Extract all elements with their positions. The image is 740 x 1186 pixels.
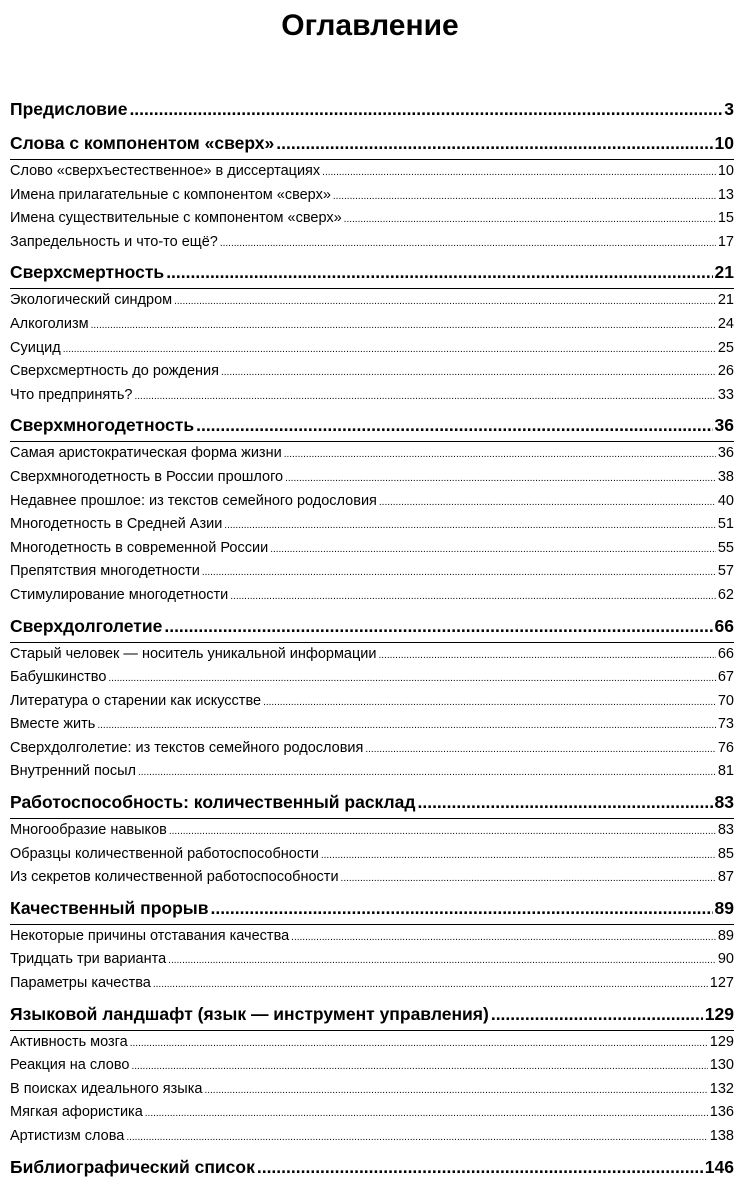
section-entry-page-number: 55 bbox=[717, 539, 734, 556]
chapter-entry[interactable] bbox=[10, 999, 734, 1030]
dot-leader bbox=[344, 208, 716, 232]
dot-leader bbox=[131, 1055, 707, 1079]
dot-leader bbox=[204, 1079, 707, 1103]
dot-leader bbox=[153, 973, 708, 997]
section-entry-page-number: 66 bbox=[717, 645, 734, 662]
dot-leader bbox=[333, 185, 716, 209]
section-entry[interactable] bbox=[10, 690, 734, 714]
section-entry[interactable] bbox=[10, 948, 734, 972]
chapter-entry-page-number: 10 bbox=[714, 133, 734, 153]
dot-leader bbox=[91, 314, 716, 338]
dot-leader bbox=[130, 1032, 708, 1056]
toc-chapter bbox=[10, 611, 734, 785]
section-entry[interactable] bbox=[10, 584, 734, 608]
chapter-entry[interactable] bbox=[10, 787, 734, 818]
dot-leader bbox=[379, 644, 716, 668]
section-entry-title: Тридцать три варианта bbox=[10, 951, 167, 968]
section-entry-title: Препятствия многодетности bbox=[10, 563, 200, 580]
section-entry-title: Внутренний посыл bbox=[10, 763, 136, 780]
dot-leader bbox=[196, 410, 712, 441]
toc-chapter bbox=[10, 94, 734, 125]
dot-leader bbox=[63, 338, 716, 362]
section-entry[interactable] bbox=[10, 360, 734, 384]
dot-leader bbox=[138, 761, 716, 785]
toc-chapter bbox=[10, 893, 734, 996]
section-entry-title: Слово «сверхъестественное» в диссертациях bbox=[10, 163, 321, 179]
section-entry[interactable] bbox=[10, 184, 734, 208]
section-entry-page-number: 129 bbox=[709, 1033, 734, 1050]
section-entry-title: Экологический синдром bbox=[10, 292, 173, 309]
chapter-entry-title: Слова с компонентом «сверх» bbox=[10, 133, 275, 153]
dot-leader bbox=[221, 361, 716, 385]
section-entry-page-number: 40 bbox=[717, 492, 734, 509]
dot-leader bbox=[491, 999, 703, 1030]
section-entry-page-number: 24 bbox=[717, 315, 734, 332]
section-entry-title: Параметры качества bbox=[10, 975, 151, 992]
toc-chapter bbox=[10, 999, 734, 1149]
section-entry[interactable] bbox=[10, 490, 734, 514]
chapter-entry-page-number: 21 bbox=[714, 262, 734, 283]
section-entry-page-number: 130 bbox=[709, 1057, 734, 1074]
section-entry[interactable] bbox=[10, 466, 734, 490]
section-entry-page-number: 70 bbox=[717, 692, 734, 709]
section-entry[interactable] bbox=[10, 384, 734, 408]
section-entry[interactable] bbox=[10, 972, 734, 996]
dot-leader bbox=[365, 738, 715, 762]
chapter-entry-title: Сверхдолголетие bbox=[10, 615, 163, 636]
dot-leader bbox=[174, 290, 716, 314]
chapter-entry-title: Качественный прорыв bbox=[10, 897, 209, 918]
dot-leader bbox=[285, 467, 716, 491]
section-entry[interactable] bbox=[10, 231, 734, 255]
section-entry-title: Самая аристократическая форма жизни bbox=[10, 445, 282, 462]
chapter-entry-page-number: 89 bbox=[714, 897, 734, 918]
chapter-entry-page-number: 66 bbox=[714, 615, 734, 636]
section-entry-title: Мягкая афористика bbox=[10, 1104, 143, 1121]
dot-leader bbox=[135, 385, 716, 409]
section-entry-page-number: 13 bbox=[717, 186, 734, 203]
toc-chapter bbox=[10, 410, 734, 607]
section-entry-title: В поисках идеального языка bbox=[10, 1080, 203, 1097]
section-entry-page-number: 73 bbox=[717, 716, 734, 733]
section-entry-page-number: 132 bbox=[709, 1080, 734, 1097]
section-entry-title: Некоторые причины отставания качества bbox=[10, 927, 290, 944]
dot-leader bbox=[284, 443, 716, 467]
section-entry-page-number: 76 bbox=[717, 739, 734, 756]
section-entry[interactable] bbox=[10, 925, 734, 949]
section-entry-page-number: 17 bbox=[717, 233, 734, 250]
dot-leader bbox=[145, 1102, 708, 1126]
section-entry-page-number: 89 bbox=[717, 927, 734, 944]
section-entry-title: Активность мозга bbox=[10, 1033, 128, 1050]
section-entry-title: Запредельность и что-то ещё? bbox=[10, 233, 218, 250]
section-entry-page-number: 138 bbox=[709, 1128, 734, 1144]
chapter-entry-page-number: 129 bbox=[704, 1003, 734, 1024]
dot-leader bbox=[257, 1152, 703, 1183]
page-title: Оглавление bbox=[281, 9, 459, 42]
section-entry-page-number: 51 bbox=[717, 516, 734, 533]
dot-leader bbox=[129, 94, 722, 125]
section-entry-page-number: 136 bbox=[709, 1104, 734, 1121]
toc-chapter bbox=[10, 1152, 734, 1183]
section-entry-title: Имена существительные с компонентом «сверх» bbox=[10, 210, 342, 227]
dot-leader bbox=[220, 232, 716, 256]
dot-leader bbox=[210, 893, 712, 924]
dot-leader bbox=[166, 257, 712, 288]
section-entry-page-number: 21 bbox=[717, 292, 734, 309]
section-entry[interactable] bbox=[10, 207, 734, 231]
section-entry[interactable] bbox=[10, 1031, 734, 1055]
section-entry[interactable] bbox=[10, 560, 734, 584]
section-entry[interactable] bbox=[10, 442, 734, 466]
chapter-entry-title: Библиографический список bbox=[10, 1156, 255, 1177]
section-entry-title: Многодетность в современной России bbox=[10, 539, 269, 556]
section-entry-page-number: 33 bbox=[717, 386, 734, 403]
section-entry-page-number: 36 bbox=[717, 445, 734, 462]
section-entry-title: Из секретов количественной работоспособности bbox=[10, 869, 339, 886]
section-entry[interactable] bbox=[10, 1054, 734, 1078]
section-entry-title: Образцы количественной работоспособности bbox=[10, 845, 319, 862]
section-entry[interactable] bbox=[10, 289, 734, 313]
section-entry-page-number: 83 bbox=[717, 822, 734, 839]
section-entry-title: Многодетность в Средней Азии bbox=[10, 516, 223, 533]
chapter-entry-title: Сверхсмертность bbox=[10, 262, 165, 283]
section-entry[interactable] bbox=[10, 713, 734, 737]
section-entry[interactable] bbox=[10, 1125, 734, 1149]
section-entry[interactable] bbox=[10, 1101, 734, 1125]
section-entry[interactable] bbox=[10, 160, 734, 184]
section-entry-title: Суицид bbox=[10, 339, 61, 356]
dot-leader bbox=[321, 844, 716, 868]
section-entry-title: Бабушкинство bbox=[10, 669, 107, 686]
chapter-entry[interactable] bbox=[10, 94, 734, 125]
section-entry[interactable] bbox=[10, 866, 734, 890]
section-entry[interactable] bbox=[10, 843, 734, 867]
dot-leader bbox=[417, 787, 712, 818]
section-entry[interactable] bbox=[10, 513, 734, 537]
chapter-entry-page-number: 36 bbox=[714, 415, 734, 436]
section-entry-title: Что предпринять? bbox=[10, 386, 133, 403]
section-entry-page-number: 81 bbox=[717, 763, 734, 780]
section-entry-title: Литература о старении как искусстве bbox=[10, 692, 262, 709]
section-entry[interactable] bbox=[10, 819, 734, 843]
chapter-entry[interactable] bbox=[10, 893, 734, 924]
dot-leader bbox=[341, 867, 716, 891]
dot-leader bbox=[164, 611, 712, 642]
section-entry[interactable] bbox=[10, 666, 734, 690]
section-entry-title: Недавнее прошлое: из текстов семейного родословия bbox=[10, 492, 377, 509]
dot-leader bbox=[263, 691, 716, 715]
dot-leader bbox=[97, 714, 716, 738]
section-entry[interactable] bbox=[10, 537, 734, 561]
section-entry-title: Сверхдолголетие: из текстов семейного родословия bbox=[10, 739, 364, 756]
chapter-entry-title: Работоспособность: количественный расклад bbox=[10, 792, 416, 813]
section-entry-page-number: 26 bbox=[717, 363, 734, 380]
section-entry-title: Алкоголизм bbox=[10, 315, 89, 332]
section-entry-title: Сверхсмертность до рождения bbox=[10, 363, 219, 380]
toc-chapter bbox=[10, 787, 734, 890]
section-entry-page-number: 85 bbox=[717, 845, 734, 862]
toc-chapter bbox=[10, 128, 734, 254]
dot-leader bbox=[169, 820, 716, 844]
section-entry-title: Стимулирование многодетности bbox=[10, 586, 229, 603]
table-of-contents bbox=[10, 94, 734, 1186]
section-entry-page-number: 10 bbox=[717, 163, 734, 179]
chapter-entry[interactable] bbox=[10, 257, 734, 288]
chapter-entry-page-number: 83 bbox=[714, 792, 734, 813]
chapter-entry[interactable] bbox=[10, 128, 734, 159]
section-entry-page-number: 38 bbox=[717, 468, 734, 485]
dot-leader bbox=[108, 667, 715, 691]
section-entry-page-number: 90 bbox=[717, 951, 734, 968]
section-entry-title: Вместе жить bbox=[10, 716, 96, 733]
chapter-entry[interactable] bbox=[10, 611, 734, 642]
section-entry[interactable] bbox=[10, 643, 734, 667]
dot-leader bbox=[276, 128, 712, 159]
dot-leader bbox=[168, 949, 716, 973]
dot-leader bbox=[224, 514, 716, 538]
section-entry-page-number: 62 bbox=[717, 586, 734, 603]
chapter-entry-title: Предисловие bbox=[10, 99, 128, 119]
dot-leader bbox=[202, 561, 716, 585]
section-entry-title: Многообразие навыков bbox=[10, 822, 167, 839]
section-entry[interactable] bbox=[10, 313, 734, 337]
dot-leader bbox=[270, 538, 716, 562]
chapter-entry-title: Языковой ландшафт (язык — инструмент управления) bbox=[10, 1003, 489, 1024]
section-entry-page-number: 87 bbox=[717, 869, 734, 886]
section-entry-title: Артистизм слова bbox=[10, 1128, 125, 1144]
chapter-entry-page-number: 3 bbox=[724, 99, 734, 119]
section-entry-page-number: 57 bbox=[717, 563, 734, 580]
section-entry-page-number: 15 bbox=[717, 210, 734, 227]
dot-leader bbox=[322, 161, 716, 185]
toc-chapter bbox=[10, 257, 734, 407]
dot-leader bbox=[379, 491, 716, 515]
section-entry-title: Имена прилагательные с компонентом «сверх» bbox=[10, 186, 331, 203]
section-entry-page-number: 25 bbox=[717, 339, 734, 356]
section-entry-page-number: 67 bbox=[717, 669, 734, 686]
section-entry[interactable] bbox=[10, 737, 734, 761]
chapter-entry[interactable] bbox=[10, 410, 734, 441]
dot-leader bbox=[230, 585, 716, 609]
dot-leader bbox=[291, 926, 716, 950]
dot-leader bbox=[126, 1126, 707, 1150]
section-entry[interactable] bbox=[10, 1078, 734, 1102]
section-entry[interactable] bbox=[10, 337, 734, 361]
section-entry-title: Старый человек — носитель уникальной информации bbox=[10, 645, 377, 662]
chapter-entry-page-number: 146 bbox=[704, 1156, 734, 1177]
section-entry-title: Реакция на слово bbox=[10, 1057, 130, 1074]
section-entry-title: Сверхмногодетность в России прошлого bbox=[10, 468, 284, 485]
section-entry-page-number: 127 bbox=[709, 975, 734, 992]
section-entry[interactable] bbox=[10, 760, 734, 784]
chapter-entry[interactable] bbox=[10, 1152, 734, 1183]
chapter-entry-title: Сверхмногодетность bbox=[10, 415, 195, 436]
